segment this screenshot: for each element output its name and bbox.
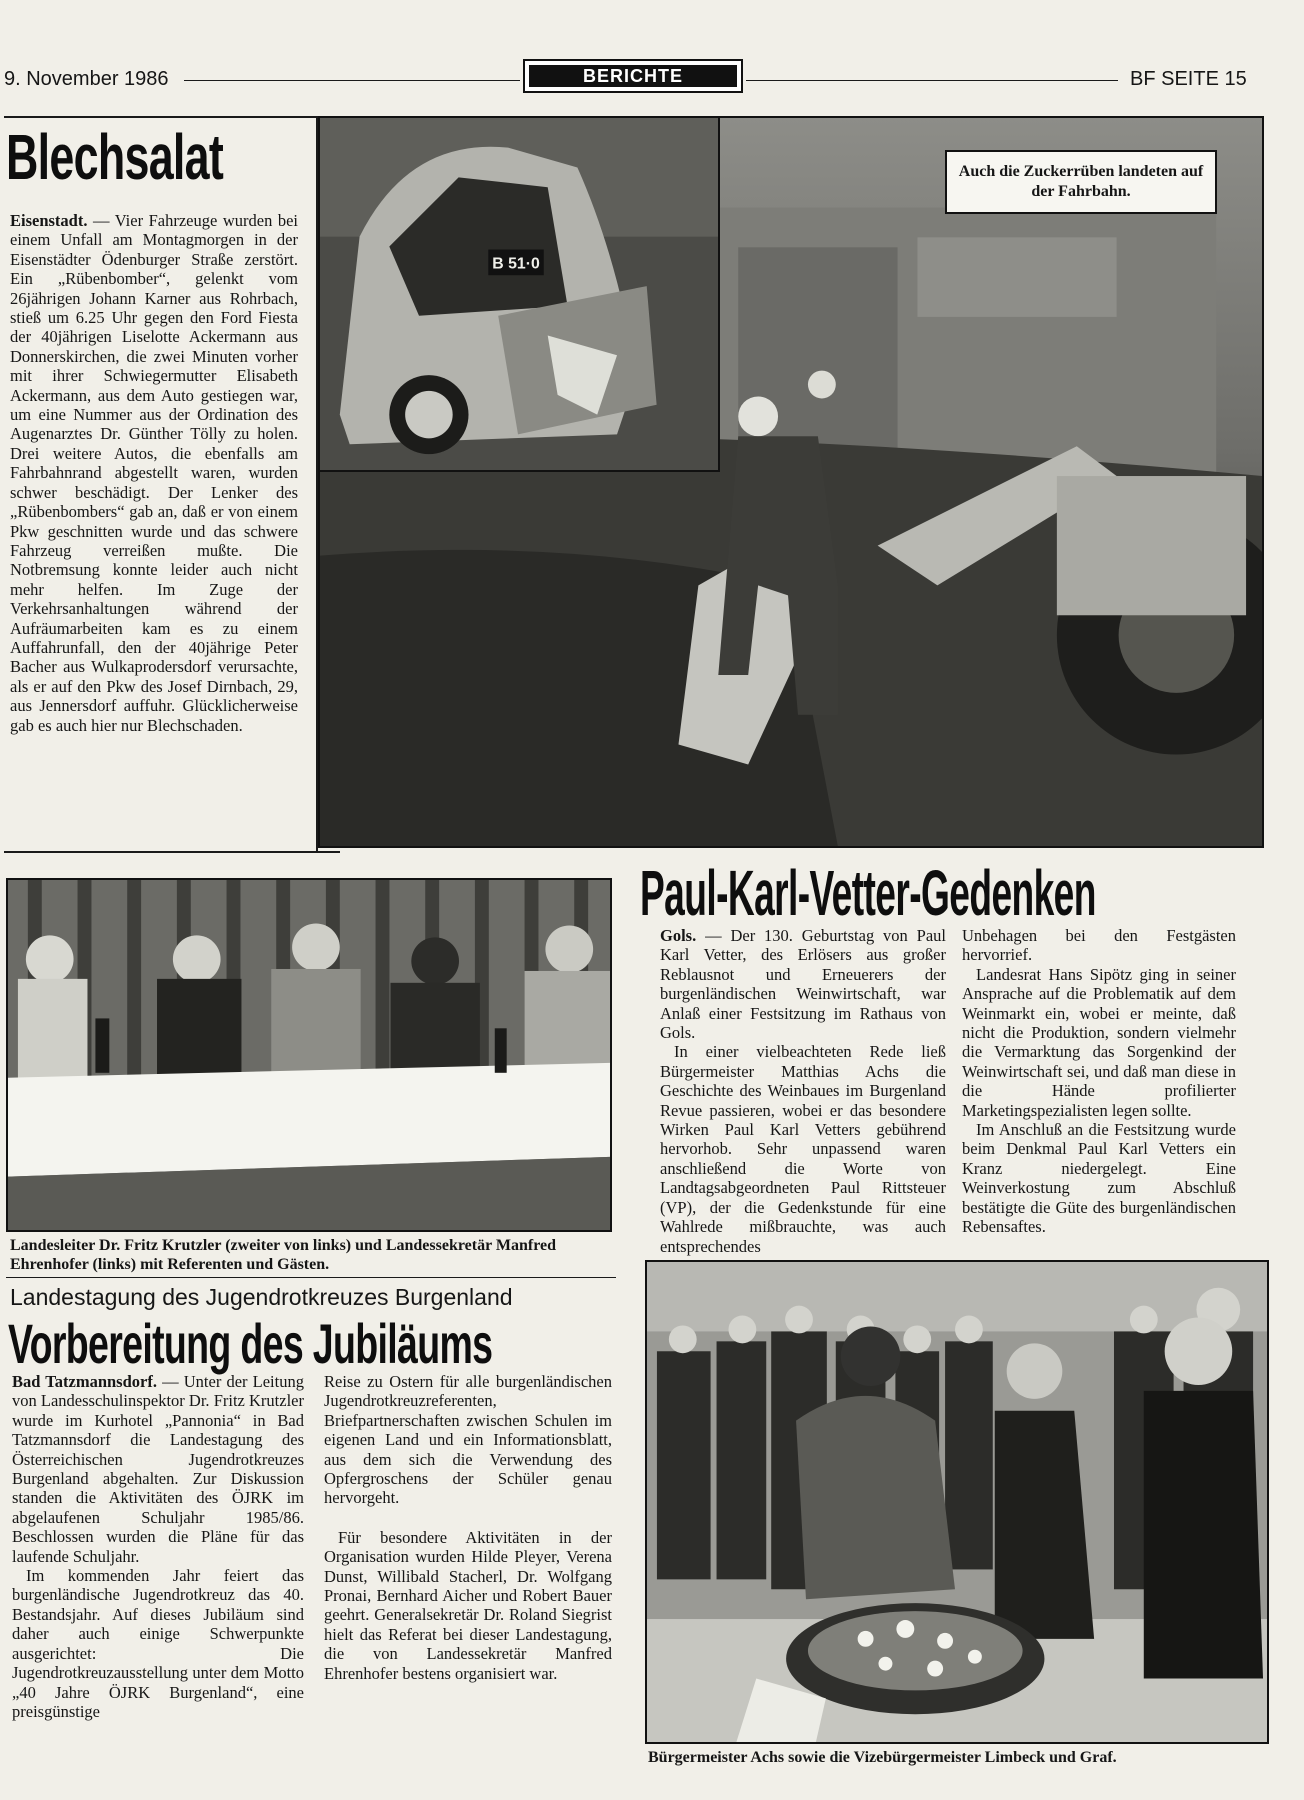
article2-caption-rule [6, 1277, 616, 1278]
article3-col2-p2: Landesrat Hans Sipötz ging in seiner Ansprache auf die Problematik auf dem Weinmarkt ein, wobei er meinte, daß nicht die Produktion, sondern vielmehr die Vermarktung das Sorgenkind der Weinwirtschaft sei, und daß man diese in die Hände profilierter Marketingspezialisten legen sollte. [962, 964, 1236, 1120]
issue-date: 9. November 1986 [4, 68, 169, 90]
page-number: BF SEITE 15 [1130, 68, 1247, 90]
article2-column-2 [324, 1372, 612, 1683]
header-rule-right [746, 80, 1118, 81]
article3-col2-p3: Im Anschluß an die Festsitzung wurde beim Denkmal Paul Karl Vetters ein Kranz niedergelegt. Eine Weinverkostung zum Abschluß bestätigte die Güte des burgenländischen Rebensaftes. [962, 1120, 1236, 1237]
article2-col1-p1: — Unter der Leitung von Landesschulinspektor Dr. Fritz Krutzler wurde im Kurhotel „Pannonia“ in Bad Tatzmannsdorf die Landestagung des Österreichischen Jugendrotkreuzes Burgenland abgehalten. Zur Diskussion standen die Aktivitäten des ÖJRK im abgelaufenen Schuljahr 1985/86. Beschlossen wurden die Pläne für das laufende Schuljahr. [12, 1372, 304, 1566]
article1-text: — Vier Fahrzeuge wurden bei einem Unfall am Montagmorgen in der Eisenstädter Ödenburger Straße zerstört. Ein „Rübenbomber“, gelenkt vom 26jährigen Johann Karner aus Rohrbach, stieß um 6.25 Uhr gegen den Ford Fiesta der 40jährigen Liselotte Ackermann aus Donnerskirchen, die zwei Minuten vorher mit ihrer Schwiegermutter Elisabeth Ackermann, aus dem Auto gestiegen war, um eine Nummer aus der Ordination des Augenarztes Dr. Günther Tölly zu holen. Drei weitere Autos, die ebenfalls am Fahrbahnrand abgestellt waren, wurden schwer beschädigt. Der Lenker des „Rübenbombers“ gab an, daß er von einem Pkw geschnitten wurde und das schwere Fahrzeug verreißen mußte. Die Notbremsung konnte leider auch nicht mehr helfen. Im Zuge der Verkehrsanhaltungen während der Aufräumarbeiten kam es zu einem Auffahrunfall, den der 40jährige Peter Bacher aus Wulkaprodersdorf verursachte, als er auf den Pkw des Josef Dirnbach, 29, aus Jennersdorf auffuhr. Glücklicherweise gab es auch hier nur Blechschaden. [10, 211, 299, 735]
section-label-text: BERICHTE [529, 65, 737, 87]
article3-dateline: Gols. [660, 926, 697, 945]
conference-photo-caption: Landesleiter Dr. Fritz Krutzler (zweiter von links) und Landessekretär Manfred Ehrenhofer (links) mit Referenten und Gästen. [10, 1237, 557, 1273]
article3-column-1 [660, 926, 946, 1256]
article1-body [10, 211, 298, 735]
article1-dateline: Eisenstadt. [10, 211, 88, 230]
article2-col1-p2: Im kommenden Jahr feiert das burgenländische Jugendrotkreuz das 40. Bestandsjahr. Auf dieses Jubiläum sind daher auch einige Schwerpunkte ausgerichtet: Die Jugendrotkreuzausstellung unter dem Motto „40 Jahre ÖJRK Burgenland“, eine preisgünstige [12, 1566, 304, 1721]
article3-headline: Paul-Karl-Vetter-Gedenken [640, 857, 1096, 929]
article3-col1-p2: In einer vielbeachteten Rede ließ Bürgermeister Matthias Achs die Geschichte des Weinbaues im Burgenland Revue passieren, wobei er das besondere Wirken Paul Karl Vetters gebührend hervorhob. Sehr unpassend waren anschließend die Worte von Landtagsabgeordneten Paul Rittsteuer (VP), der die Gedenkstunde für eine Wahlrede mißbrauchte, was auch entsprechendes [660, 1042, 946, 1256]
conference-photo [6, 878, 612, 1232]
wreath-laying-photo [645, 1260, 1269, 1744]
wrecked-car-photo [318, 116, 720, 472]
article3-column-2 [962, 926, 1236, 1237]
section-label [523, 59, 743, 93]
article2-col2-p1: Reise zu Ostern für alle burgenländischen Jugendrotkreuzreferenten, Briefpartnerschaften zwischen Schulen im eigenen Land und ein Informationsblatt, aus dem sich die Verwendung des Opfergroschens der Schüler genau hervorgeht. [324, 1372, 612, 1508]
article3-col1-p1: — Der 130. Geburtstag von Paul Karl Vetter, des Erlösers aus großer Reblausnot und Erneuerers der burgenländischen Weinwirtschaft, war Anlaß einer Festsitzung im Rathaus von Gols. [660, 926, 947, 1043]
license-plate: B 51·0 [492, 255, 540, 273]
article2-column-1 [12, 1372, 304, 1721]
article2-dateline: Bad Tatzmannsdorf. [12, 1372, 157, 1391]
article2-col2-p2: Für besondere Aktivitäten in der Organisation wurden Hilde Pleyer, Verena Dunst, Willibald Stacherl, Dr. Wolfgang Pronai, Bernhard Aicher und Robert Bauer geehrt. Generalsekretär Dr. Roland Siegrist hielt das Referat bei dieser Landestagung, die von Landessekretär Manfred Ehrenhofer bestens organisiert war. [324, 1527, 612, 1683]
article1-bottom-rule [4, 851, 340, 853]
article3-col2-p1: Unbehagen bei den Festgästen hervorrief. [962, 926, 1236, 965]
article1-top-rule [4, 116, 318, 118]
article2-headline: Vorbereitung des Jubiläums [8, 1312, 493, 1375]
sugar-beet-caption: Auch die Zuckerrüben landeten auf der Fahrbahn. [945, 150, 1217, 214]
wreath-photo-caption: Bürgermeister Achs sowie die Vizebürgermeister Limbeck und Graf. [648, 1749, 1117, 1766]
header-rule-left [184, 80, 520, 81]
article1-headline: Blechsalat [6, 121, 224, 193]
article2-kicker: Landestagung des Jugendrotkreuzes Burgenland [10, 1284, 513, 1310]
